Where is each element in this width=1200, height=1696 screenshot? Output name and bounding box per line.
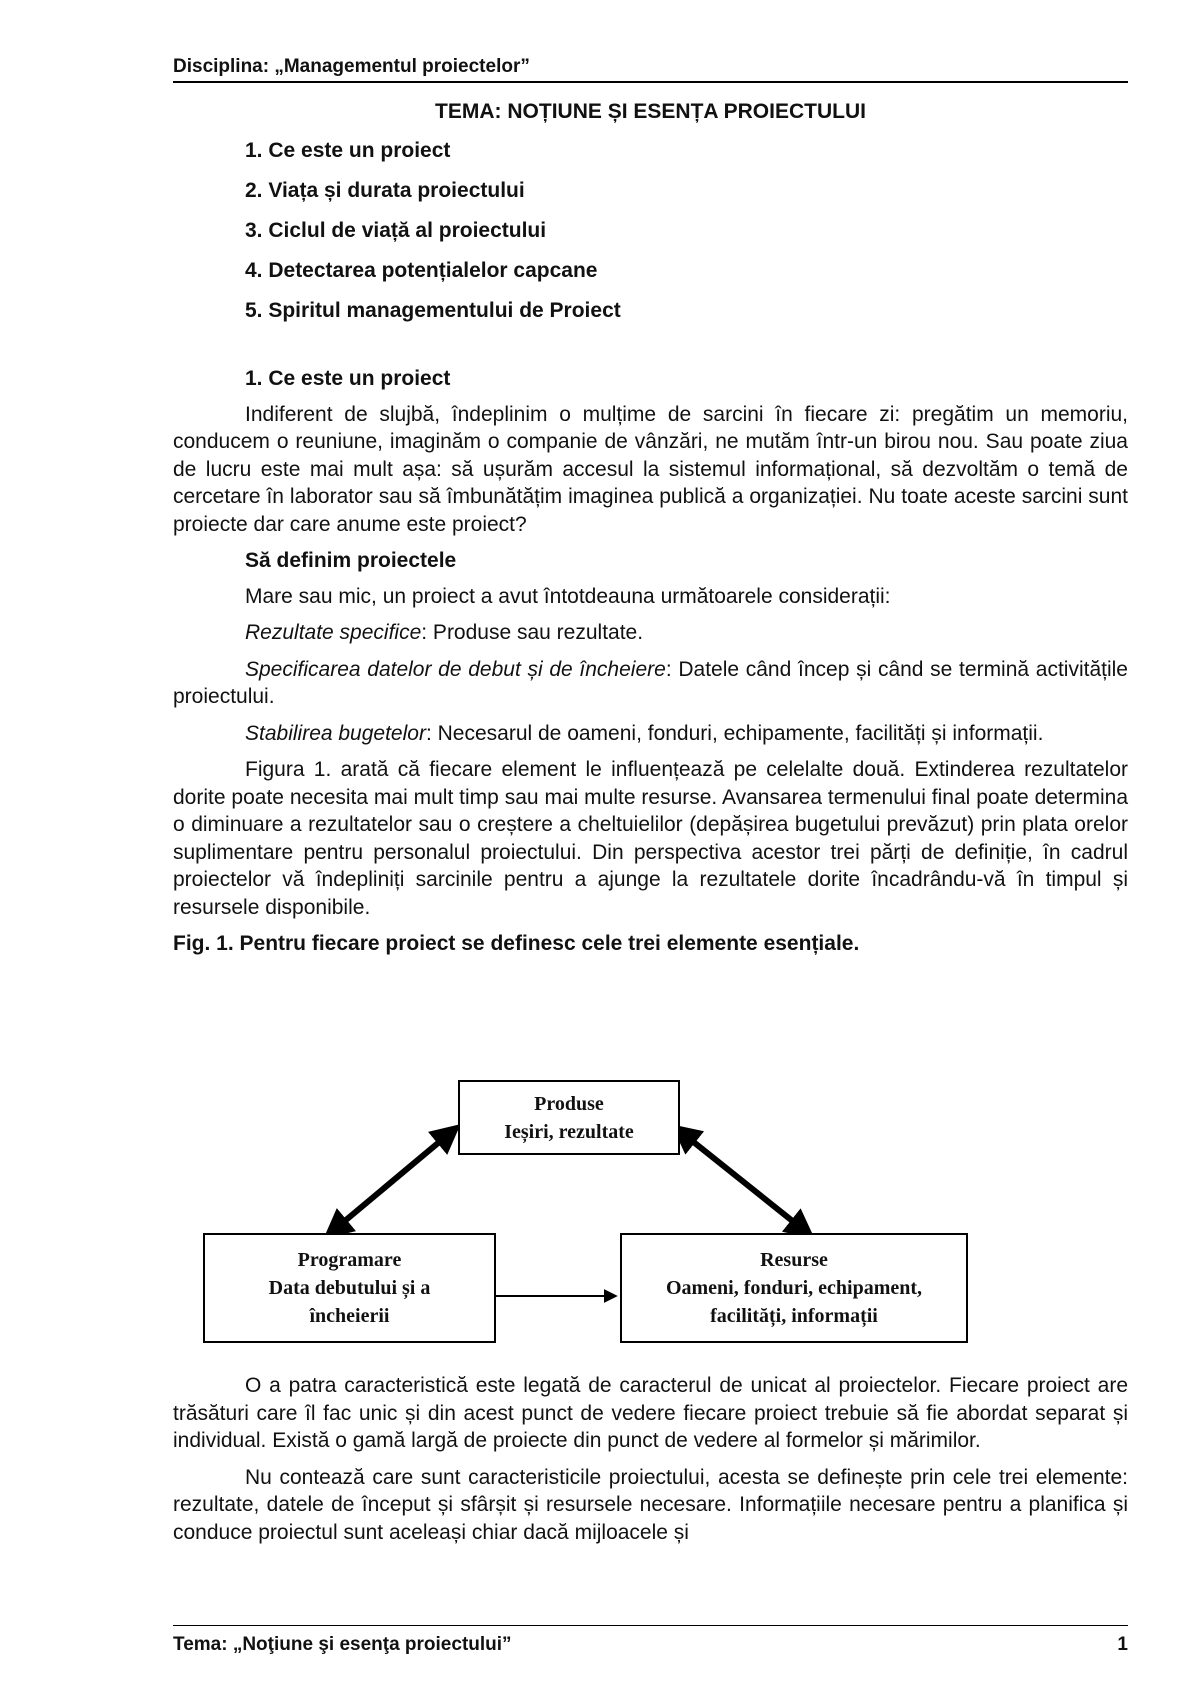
box-text: facilități, informații [710,1305,878,1327]
project-triangle-diagram [173,1080,1128,1350]
definition-term: Rezultate specifice [245,621,422,644]
definition-term: Stabilirea bugetelor [245,721,426,745]
toc-item: 1. Ce este un proiect [245,139,451,162]
box-text: încheierii [309,1305,390,1327]
paragraph: Nu contează care sunt caracteristicile proiectului, acesta se definește prin cele trei elemente: rezultate, datele de început și sfârșit și resursele necesare. Informațiile necesare pentru a planifica și conduce proiectul sunt aceleași chiar dacă mijloacele și [173,1465,1128,1544]
definition-item [173,656,1128,711]
box-text: Data debutului și a [268,1277,431,1299]
page-number: 1 [1117,1634,1128,1655]
resurse-box [620,1233,968,1343]
toc-item: 5. Spiritul managementului de Proiect [245,299,621,322]
page-header [173,56,1128,83]
definition-text: : Datele când încep și când se termină activitățile proiectului. [173,657,1128,708]
table-of-contents [245,138,621,338]
footer-topic: Tema: „Noţiune şi esenţa proiectului” [173,1634,512,1655]
paragraph: O a patra caracteristică este legată de caracterul de unicat al proiectelor. Fiecare proiect are trăsături care îl fac unic și din acest punct de vedere fiecare proiect trebuie să fie abordat separat și individual. Există o gamă largă de proiecte din punct de vedere al formelor și mărimilor. [173,1374,1128,1452]
arrow-produse-programare [328,1128,456,1235]
discipline-label: Disciplina: „Managementul proiectelor” [173,56,530,77]
arrow-produse-resurse [676,1128,810,1235]
page-title: TEMA: NOȚIUNE ȘI ESENȚA PROIECTULUI [435,100,866,123]
definition-item [173,720,1128,748]
paragraph: Mare sau mic, un proiect a avut întotdeauna următoarele considerații: [245,584,891,608]
box-text: Oameni, fonduri, echipament, [665,1277,923,1299]
definition-text: : Necesarul de oameni, fonduri, echipamente, facilități și informații. [425,721,1044,745]
page-footer [173,1625,1128,1656]
lower-content [173,1372,1128,1555]
definition-item [173,619,1128,647]
section-heading: 1. Ce este un proiect [245,367,451,390]
box-text: Ieșiri, rezultate [504,1120,634,1143]
section-content [173,365,1128,967]
paragraph: Figura 1. arată că fiecare element le influențează pe celelalte două. Extinderea rezultatelor dorite poate necesita mai mult timp sau mai multe resurse. Avansarea termenului final poate determina o diminuare a rezultatelor sau o creștere a cheltuielilor (depășirea bugetului prevăzut) prin plata orelor suplimentare pentru personalul proiectului. Din perspectiva acestor trei părți de definiție, în cadrul proiectelor vă îndepliniți sarcinile pentru a ajunge la rezultatele dorite încadrându-vă în timpul și resursele disponibile. [173,758,1128,919]
toc-item: 3. Ciclul de viață al proiectului [245,219,547,242]
paragraph: Indiferent de slujbă, îndeplinim o mulțime de sarcini în fiecare zi: pregătim un memoriu, conducem o reuniune, imaginăm o companie de vânzări, ne mutăm într-un birou nou. Sau poate ziua de lucru este mai mult așa: să ușurăm accesul la sistemul informațional, să dezvoltăm o temă de cercetare în laborator sau să îmbunătățim imaginea publică a organizației. Nu toate aceste sarcini sunt proiecte dar care anume este proiect? [173,402,1128,536]
subheading: Să definim proiectele [245,549,457,572]
definition-term: Specificarea datelor de debut și de încheiere [245,657,666,681]
figure-caption: Fig. 1. Pentru fiecare proiect se definesc cele trei elemente esențiale. [173,932,860,955]
toc-item: 4. Detectarea potențialelor capcane [245,259,598,282]
toc-item: 2. Viața și durata proiectului [245,179,525,202]
box-title: Programare [297,1249,402,1271]
definition-text: : Produse sau rezultate. [421,621,644,644]
box-title: Produse [534,1092,604,1115]
box-title: Resurse [760,1249,828,1271]
programare-box [203,1233,496,1343]
produse-box [458,1080,680,1155]
